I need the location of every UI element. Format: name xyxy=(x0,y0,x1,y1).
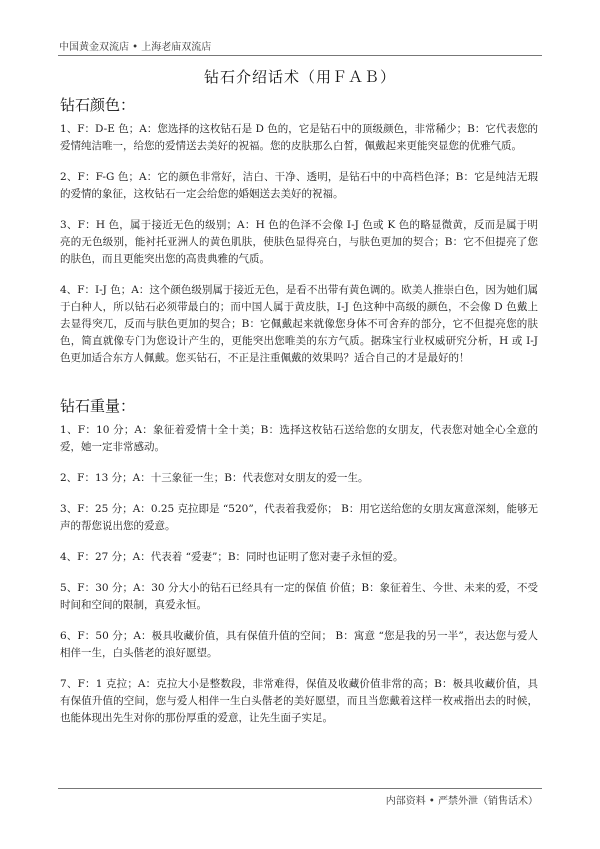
document-body xyxy=(60,94,538,741)
paragraph: 7、F：1 克拉；A：克拉大小是整数段，非常难得，保值及收藏价值非常的高；B：极具收藏价值，具有保值升值的空间，您与爱人相伴一生白头偕老的美好愿望，而且当您戴着这样一枚戒指出去的时候，也能体现出先生对你的那份厚重的爱意，让先生面子实足。 xyxy=(60,678,538,724)
paragraph: 3、F：25 分；A：0.25 克拉即是 “520”，代表着我爱你； B：用它送给您的女朋友寓意深刻，能够无声的帮您说出您的爱意。 xyxy=(60,503,538,532)
footer-divider xyxy=(58,788,542,789)
header-store-line: 中国黄金双流店 • 上海老庙双流店 xyxy=(59,42,212,53)
section-color xyxy=(60,94,538,367)
paragraph: 2、F：F-G 色；A：它的颜色非常好，洁白、干净、透明，是钻石中的中高档色泽；B：它是纯洁无瑕的爱情的象征，这枚钻石一定会给您的婚姻送去美好的祝福。 xyxy=(60,171,538,200)
header-divider xyxy=(58,55,542,56)
section-spacer xyxy=(60,381,538,395)
paragraph: 1、F：10 分；A：象征着爱情十全十美；B：选择这枚钻石送给您的女朋友，代表您对她全心全意的 爱，她一定非常感动。 xyxy=(60,424,538,453)
paragraph: 1、F：D-E 色；A：您选择的这枚钻石是 D 色的，它是钻石中的顶级颜色，非常稀少；B：它代表您的爱情纯洁唯一，给您的爱情送去美好的祝福。您的皮肤那么白皙，佩戴起来更能突显您的优雅气质。 xyxy=(60,123,538,152)
page-title: 钻石介绍话术（用ＦＡＢ） xyxy=(203,68,396,86)
paragraph: 4、F：27 分；A：代表着 “爱妻”；B：同时也证明了您对妻子永恒的爱。 xyxy=(60,551,404,563)
paragraph: 3、F：H 色，属于接近无色的级别；A：H 色的色泽不会像 I-J 色或 K 色的略显微黄，反而是属于明亮的无色级别，能衬托亚洲人的黄色肌肤，使肤色显得亮白，与肤色更加的契合；B：它不但提亮了您的肤色，而且更能突出您的高贵典雅的气质。 xyxy=(60,219,538,265)
section-heading: 钻石颜色： xyxy=(60,96,136,114)
paragraph: 6、F：50 分；A：极具收藏价值，具有保值升值的空间； B：寓意 “您是我的另一半”，表达您与爱人相伴一生，白头偕老的浪好愿望。 xyxy=(60,630,538,659)
section-heading: 钻石重量： xyxy=(60,397,136,415)
paragraph: 4、F：I-J 色；A：这个颜色级别属于接近无色，是看不出带有黄色调的。欧美人推崇白色，因为她们属于白种人，所以钻石必须带最白的；而中国人属于黄皮肤，I-J 色这种中高级的颜色，不会像 D 色戴上去显得突兀，反而与肤色更加的契合；B：它佩戴起来就像您身体不可舍弃的部分，它不但提亮您的肤色，简直就像专门为您设计产生的，更能突出您唯美的东方气质。据珠宝行业权威研究分析，H 或 I-J 色更加适合东方人佩戴。您买钻石，不正是注重佩戴的效果吗？适合自己的才是最好的！ xyxy=(60,284,538,364)
section-weight xyxy=(60,395,538,727)
paragraph: 5、F：30 分；A：30 分大小的钻石已经具有一定的保值 价值；B：象征着生、今世、未来的爱，不受时间和空间的限制，真爱永恒。 xyxy=(60,582,538,611)
paragraph: 2、F：13 分；A：十三象征一生；B：代表您对女朋友的爱一生。 xyxy=(60,472,369,484)
footer-note: 内部资料 • 严禁外泄（销售话术） xyxy=(385,796,538,807)
